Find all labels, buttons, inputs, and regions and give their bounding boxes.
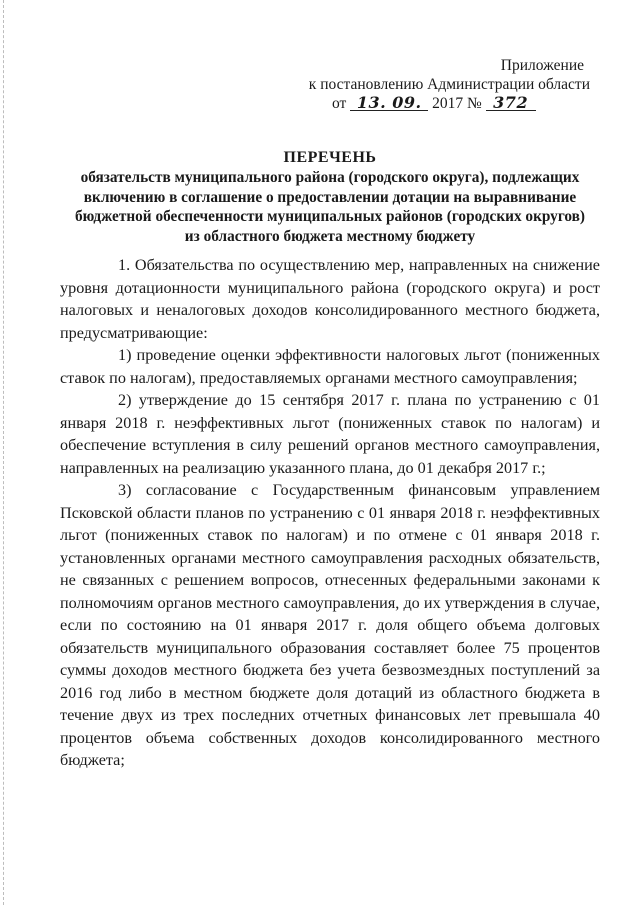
document-title: ПЕРЕЧЕНЬ — [283, 149, 377, 166]
appendix-date-line — [290, 94, 590, 113]
date-prefix: от — [332, 95, 347, 112]
handwritten-date: 13. 09. — [350, 95, 428, 111]
year-and-number-label: 2017 № — [432, 95, 482, 112]
heading-line-3: бюджетной обеспеченности муниципальных районов (городских округов) — [74, 208, 586, 225]
paragraph-item-3: 3) согласование с Государственным финансовым управлением Псковской области планов по устранению с 01 января 2018 г. неэффективных льгот (пониженных ставок по налогам) и по отмене с 01 января 2018 г. установленных органами местного самоуправления расходных обязательств, не связанных с решением вопросов, отнесенных федеральными законами к полномочиям органов местного самоуправления, до их утверждения в случае, если по состоянию на 01 января 2017 г. доля общего объема долговых обязательств муниципального образования составляет более 75 процентов суммы доходов местного бюджета без учета безвозмездных поступлений за 2016 год либо в местном бюджете доля дотаций из областного бюджета в течение двух из трех последних отчетных финансовых лет превышала 40 процентов объема собственных доходов консолидированного местного бюджета; — [60, 481, 600, 769]
appendix-block — [290, 56, 590, 113]
appendix-reference: к постановлению Администрации области — [308, 76, 590, 93]
document-heading — [60, 148, 600, 246]
heading-line-1: обязательств муниципального района (городского округа), подлежащих — [80, 169, 580, 186]
paragraph-item-2: 2) утверждение до 15 сентября 2017 г. плана по устранению с 01 января 2018 г. неэффективных льгот (пониженных ставок по налогам) и обеспечение вступления в силу решений органов местного самоуправления, направленных на реализацию указанного плана, до 01 декабря 2017 г.; — [60, 391, 600, 477]
appendix-label: Приложение — [500, 57, 584, 74]
paragraph-1: 1. Обязательства по осуществлению мер, направленных на снижение уровня дотационности муниципального района (городского округа) и рост налоговых и неналоговых доходов консолидированного местного бюджета, предусматривающие: — [60, 256, 600, 342]
handwritten-number: 372 — [486, 95, 536, 111]
document-body — [60, 254, 600, 772]
paragraph-item-1: 1) проведение оценки эффективности налоговых льгот (пониженных ставок по налогам), предоставляемых органами местного самоуправления; — [60, 346, 600, 387]
scan-edge-line — [3, 0, 5, 905]
heading-line-2: включению в соглашение о предоставлении дотации на выравнивание — [83, 188, 577, 206]
heading-line-4: из областного бюджета местному бюджету — [184, 227, 476, 245]
